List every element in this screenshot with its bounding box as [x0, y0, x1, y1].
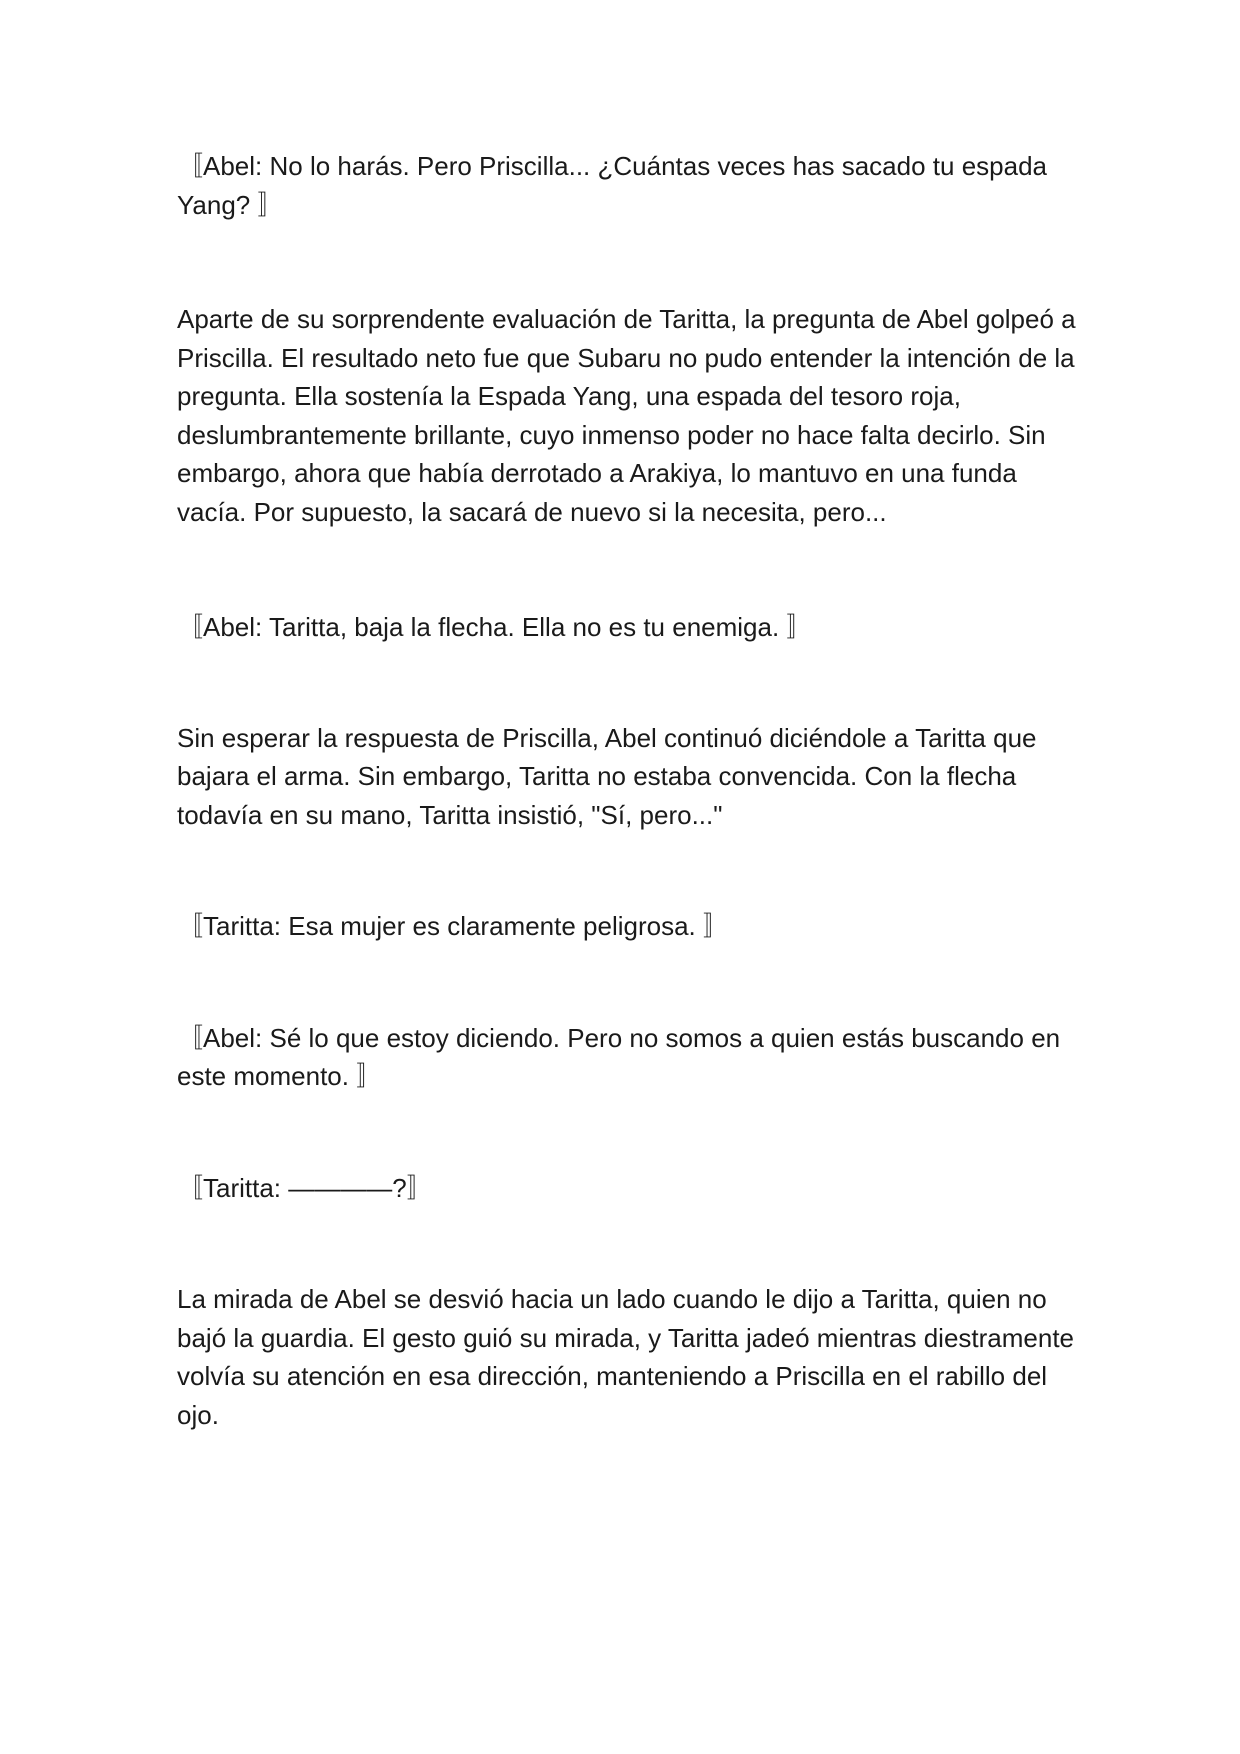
dialog-line-abel-2: 〚Abel: Taritta, baja la flecha. Ella no es tu enemiga. 〛: [177, 612, 813, 642]
dialog-line-abel-1: 〚Abel: No lo harás. Pero Priscilla... ¿Cuántas veces has sacado tu espada Yang? 〛: [177, 151, 1047, 220]
paragraph-gap: [177, 531, 1077, 608]
narration-paragraph-3: La mirada de Abel se desvió hacia un lado cuando le dijo a Taritta, quien no bajó la guardia. El gesto guió su mirada, y Taritta jadeó mientras diestramente volvía su atención en esa dirección, manteniendo a Priscilla en el rabillo del ojo.: [177, 1284, 1075, 1430]
narration-paragraph-2: Sin esperar la respuesta de Priscilla, Abel continuó diciéndole a Taritta que bajara el arma. Sin embargo, Taritta no estaba convencida. Con la flecha todavía en su mano, Taritta insistió, "Sí, pero...": [177, 722, 1037, 830]
narration-paragraph-1: Aparte de su sorprendente evaluación de Taritta, la pregunta de Abel golpeó a Priscilla. El resultado neto fue que Subaru no pudo entender la intención de la pregunta. Ella sostenía la Espada Yang, una espada del tesoro roja, deslumbrantemente brillante, cuyo inmenso poder no hace falta decirlo. Sin embargo, ahora que había derrotado a Arakiya, lo mantuvo en una funda vacía. Por supuesto, la sacará de nuevo si la necesita, pero...: [177, 304, 1076, 527]
paragraph-gap: [177, 1096, 1077, 1169]
dialog-line-abel-3: 〚Abel: Sé lo que estoy diciendo. Pero no somos a quien estás buscando en este momento. 〛: [177, 1022, 1061, 1091]
dialog-line-taritta-2: 〚Taritta: ————?〛: [177, 1172, 433, 1203]
paragraph-gap: [177, 946, 1077, 1019]
paragraph-gap: [177, 224, 1077, 300]
paragraph-gap: [177, 647, 1077, 719]
dialog-line-taritta-1: 〚Taritta: Esa mujer es claramente peligrosa. 〛: [177, 911, 729, 941]
paragraph-gap: [177, 834, 1077, 907]
paragraph-gap: [177, 1207, 1077, 1280]
document-body: [177, 147, 1077, 1434]
